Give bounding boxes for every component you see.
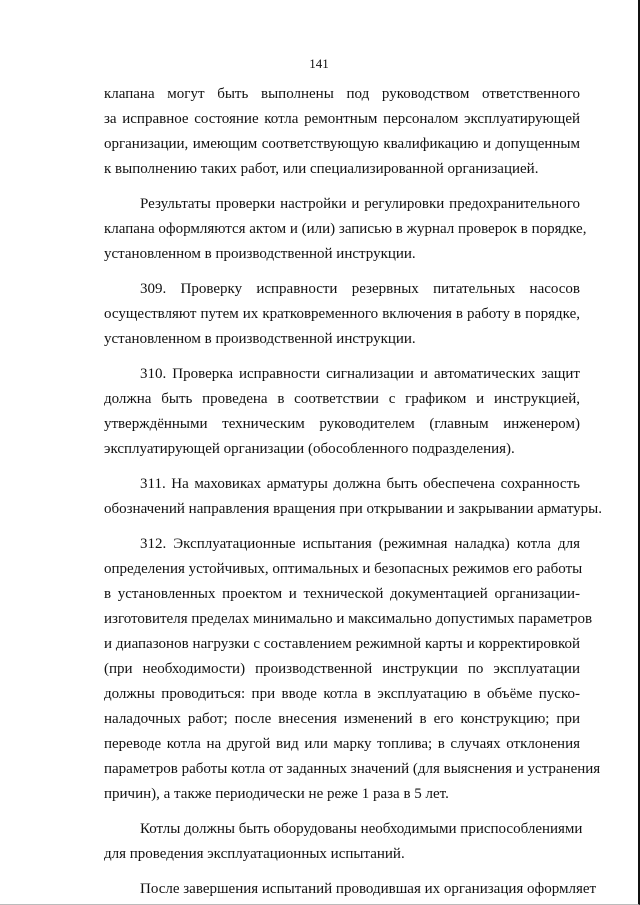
paragraph-311	[104, 472, 603, 522]
text-line: изготовителя пределах минимально и максимально допустимых параметров	[104, 611, 593, 627]
text-line: клапана могут быть выполнены под руководством ответственного	[104, 86, 580, 102]
text-line: клапана оформляются актом и (или) записью в журнал проверок в порядке,	[104, 221, 587, 237]
text-line: определения устойчивых, оптимальных и безопасных режимов его работы	[104, 561, 583, 577]
text-line: в установленных проектом и технической документацией организации-	[104, 586, 580, 602]
text-line: и диапазонов нагрузки с составлением режимной карты и корректировкой	[104, 636, 580, 652]
text-line: эксплуатирующей организации (обособленного подразделения).	[104, 441, 515, 457]
text-line: Котлы должны быть оборудованы необходимыми приспособлениями	[140, 821, 583, 837]
page-number: 141	[309, 56, 329, 71]
text-line: После завершения испытаний проводившая их организация оформляет	[140, 881, 597, 897]
text-line: установленном в производственной инструкции.	[104, 331, 416, 347]
text-line: должна быть проведена в соответствии с графиком и инструкцией,	[104, 391, 580, 407]
text-line: обозначений направления вращения при открывании и закрывании арматуры.	[104, 501, 603, 517]
text-line: 310. Проверка исправности сигнализации и автоматических защит	[140, 366, 580, 382]
text-line: параметров работы котла от заданных значений (для выяснения и устранения	[104, 761, 601, 777]
text-line: Результаты проверки настройки и регулировки предохранительного	[140, 196, 580, 212]
paragraph-310	[104, 362, 580, 462]
text-line: установленном в производственной инструкции.	[104, 246, 416, 262]
text-line: за исправное состояние котла ремонтным персоналом эксплуатирующей	[104, 111, 580, 127]
text-line: наладочных работ; после внесения изменений в его конструкцию; при	[104, 711, 580, 727]
text-line: утверждёнными техническим руководителем (главным инженером)	[104, 416, 580, 432]
text-line: (при необходимости) производственной инструкции по эксплуатации	[104, 661, 580, 677]
paragraph-312	[104, 532, 601, 807]
paragraph-309	[104, 277, 580, 352]
text-line: для проведения эксплуатационных испытаний.	[104, 846, 405, 862]
text-line: осуществляют путем их кратковременного включения в работу в порядке,	[104, 306, 580, 322]
text-line: к выполнению таких работ, или специализированной организацией.	[104, 161, 539, 177]
text-line: 312. Эксплуатационные испытания (режимная наладка) котла для	[140, 536, 580, 552]
text-line: должны проводиться: при вводе котла в эксплуатацию в объёме пуско-	[104, 686, 580, 702]
text-line: организации, имеющим соответствующую квалификацию и допущенным	[104, 136, 580, 152]
text-line: переводе котла на другой вид или марку топлива; в случаях отклонения	[104, 736, 580, 752]
body-text	[104, 82, 603, 902]
text-line: 309. Проверку исправности резервных питательных насосов	[140, 281, 580, 297]
text-line: 311. На маховиках арматуры должна быть обеспечена сохранность	[140, 476, 580, 492]
paragraph-results	[104, 192, 587, 267]
paragraph-after-tests	[104, 877, 597, 902]
paragraph-boilers-equipment	[104, 817, 583, 867]
text-line: причин), а также периодически не реже 1 раза в 5 лет.	[104, 786, 449, 802]
paragraph-continuation	[104, 82, 580, 182]
